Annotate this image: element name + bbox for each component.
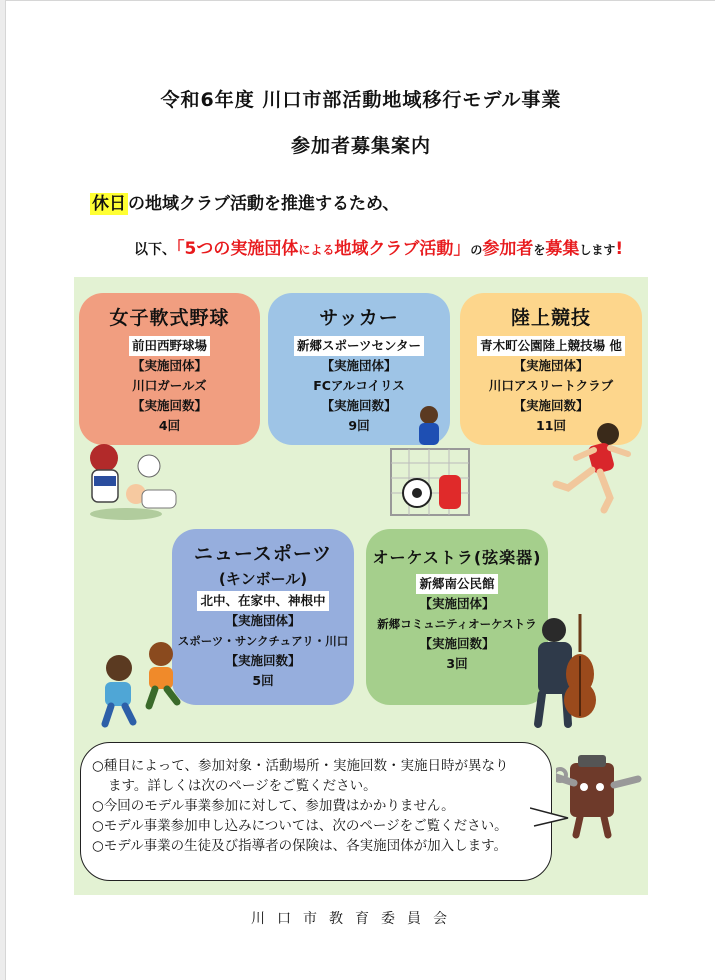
card-org: FCアルコイリス [313,378,405,393]
soccer-players-icon [389,403,479,518]
card-venue: 新郷スポーツセンター [294,336,424,356]
card-title: サッカー [319,307,399,329]
intro-line-2 [134,234,623,259]
cello-player-icon [528,612,604,730]
card-subtitle: (キンボール) [218,570,308,588]
card-org-label: 【実施団体】 [131,358,207,373]
card-venue: 青木町公園陸上競技場 他 [477,336,625,356]
page-title: 令和6年度 川口市部活動地域移行モデル事業 [160,89,562,111]
footer-issuer: 川口市教育委員会 [251,911,459,927]
card-org: スポーツ・サンクチュアリ・川口 [177,634,349,648]
intro-line-1-text: の地域クラブ活動を推進するため、 [128,194,400,214]
mascot-icon [556,755,644,839]
baseball-players-icon [74,436,194,528]
kids-running-icon [95,640,195,732]
note-item: ます。詳しくは次のページをご覧ください。 [108,778,377,794]
intro-exclamation: ! [615,239,624,259]
card-title: 陸上競技 [510,307,591,329]
note-item: ○モデル事業の生徒及び指導者の保険は、各実施団体が加入します。 [92,838,508,854]
card-count: 11回 [536,418,566,433]
card-org: 川口アスリートクラブ [488,378,614,393]
card-org: 川口ガールズ [132,378,207,393]
intro-red-2: 地域クラブ活動」 [334,239,471,259]
card-org-label: 【実施団体】 [321,358,397,373]
card-count: 9回 [348,418,370,433]
card-title: ニュースポーツ [193,543,333,565]
card-count-label: 【実施回数】 [225,653,301,668]
intro-red-small: による [298,243,335,257]
card-org-label: 【実施団体】 [419,596,495,611]
card-count-label: 【実施回数】 [513,398,589,413]
card-count: 4回 [158,418,181,433]
card-title: 女子軟式野球 [109,307,230,329]
card-count: 5回 [252,673,274,688]
card-title: オーケストラ(弦楽器) [372,548,542,567]
card-count-label: 【実施回数】 [321,398,397,413]
intro-prefix: 以下、 [134,242,176,258]
card-count: 3回 [446,656,468,671]
card-new-sports [172,529,354,705]
intro-highlight: 休日 [92,194,126,214]
card-orchestra [366,529,548,705]
note-item: ○モデル事業参加申し込みについては、次のページをご覧ください。 [92,818,508,834]
card-count-label: 【実施回数】 [419,636,495,651]
intro-red-4: 募集 [545,239,580,259]
page-subtitle: 参加者募集案内 [290,135,431,157]
intro-line-1 [90,189,399,214]
note-item: ○種目によって、参加対象・活動場所・実施回数・実施日時が異なり [92,758,509,774]
card-venue: 新郷南公民館 [416,574,497,594]
intro-end: します [579,243,616,257]
card-girls-softball [79,293,260,445]
notes-list [92,756,509,856]
intro-red-1: 「5つの実施団体 [176,239,299,259]
intro-red-3: 参加者 [482,239,534,259]
card-venue: 前田西野球場 [129,336,210,356]
card-count-label: 【実施回数】 [131,398,207,413]
card-org-label: 【実施団体】 [225,613,301,628]
intro-mid: の [470,243,483,257]
note-item: ○今回のモデル事業参加に対して、参加費はかかりません。 [92,798,455,814]
card-org: 新郷コミュニティオーケストラ [377,617,537,631]
runner-icon [548,418,638,514]
intro-mid-2: を [533,243,546,257]
card-venue: 北中、在家中、神根中 [197,591,328,611]
card-org-label: 【実施団体】 [513,358,589,373]
